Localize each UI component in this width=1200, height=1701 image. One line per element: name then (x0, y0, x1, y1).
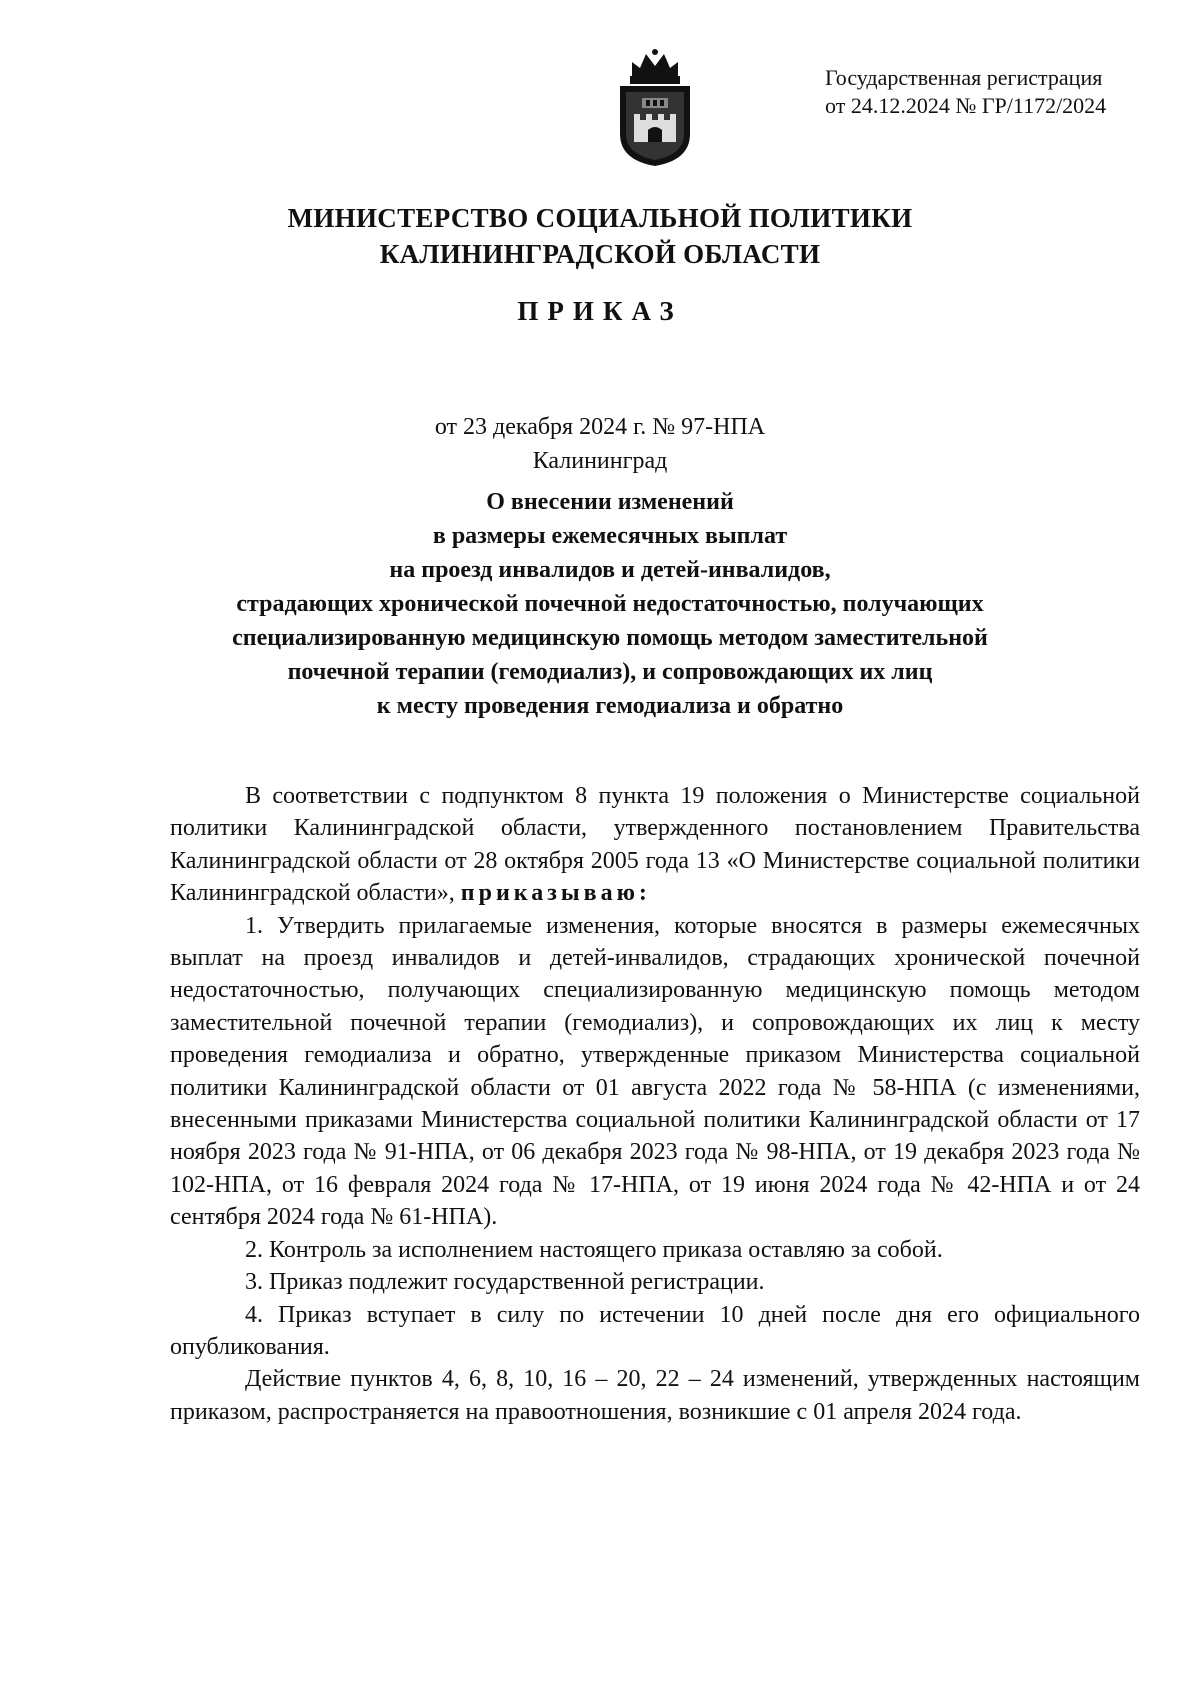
title-line: страдающих хронической почечной недостаточностью, получающих (236, 591, 984, 617)
title-line: почечной терапии (гемодиализ), и сопровождающих их лиц (287, 659, 933, 685)
title-line: на проезд инвалидов и детей-инвалидов, (389, 557, 831, 583)
title-line: О внесении изменений (486, 489, 734, 515)
order-date-number: от 23 декабря 2024 г. № 97-НПА (434, 414, 766, 440)
item-1-paragraph: 1. Утвердить прилагаемые изменения, которые вносятся в размеры ежемесячных выплат на проезд инвалидов и детей-инвалидов, страдающих хронической почечной недостаточностью, получающих специализированную медицинскую помощь методом заместительной почечной терапии (гемодиализ), и сопровождающих их лиц к месту проведения гемодиализа и обратно, утвержденные приказом Министерства социальной политики Калининградской области от 01 августа 2022 года № 58-НПА (с изменениями, внесенными приказами Министерства социальной политики Калининградской области от 17 ноября 2023 года № 91-НПА, от 06 декабря 2023 года № 98-НПА, от 19 декабря 2023 года № 102-НПА, от 16 февраля 2024 года № 17-НПА, от 19 июня 2024 года № 42-НПА и от 24 сентября 2024 года № 61-НПА). (170, 912, 1140, 1231)
order-heading: ПРИКАЗ (517, 296, 683, 326)
title-line: специализированную медицинскую помощь методом заместительной (232, 625, 988, 651)
item-2-paragraph: 2. Контроль за исполнением настоящего приказа оставляю за собой. (245, 1236, 943, 1263)
ministry-line-2: КАЛИНИНГРАДСКОЙ ОБЛАСТИ (379, 239, 821, 269)
ministry-name (0, 200, 1200, 272)
title-line: в размеры ежемесячных выплат (432, 523, 788, 549)
state-registration-stamp (825, 64, 1106, 120)
order-city: Калининград (532, 448, 668, 474)
item-3-paragraph: 3. Приказ подлежит государственной регистрации. (245, 1269, 765, 1296)
document-title (160, 485, 1060, 723)
document-body (170, 780, 1140, 1428)
preamble-paragraph (170, 780, 1140, 910)
effective-date-paragraph: Действие пунктов 4, 6, 8, 10, 16 – 20, 22 – 24 изменений, утвержденных настоящим приказом, распространяется на правоотношения, возникшие с 01 апреля 2024 года. (170, 1366, 1140, 1425)
registration-number: от 24.12.2024 № ГР/1172/2024 (825, 93, 1107, 118)
order-date-block (0, 410, 1200, 478)
registration-label: Государственная регистрация (825, 65, 1103, 90)
ministry-line-1: МИНИСТЕРСТВО СОЦИАЛЬНОЙ ПОЛИТИКИ (287, 203, 913, 233)
title-line: к месту проведения гемодиализа и обратно (376, 693, 844, 719)
item-4-paragraph: 4. Приказ вступает в силу по истечении 10 дней после дня его официального опубликования. (170, 1301, 1140, 1360)
preamble-text: В соответствии с подпунктом 8 пункта 19 положения о Министерстве социальной политики Калининградской области, утвержденного постановлением Правительства Калининградской области от 28 октября 2005 года 13 «О Министерстве социальной политики Калининградской области», (170, 783, 1140, 907)
order-directive: приказываю: (460, 880, 651, 907)
coat-of-arms-emblem (612, 48, 698, 168)
